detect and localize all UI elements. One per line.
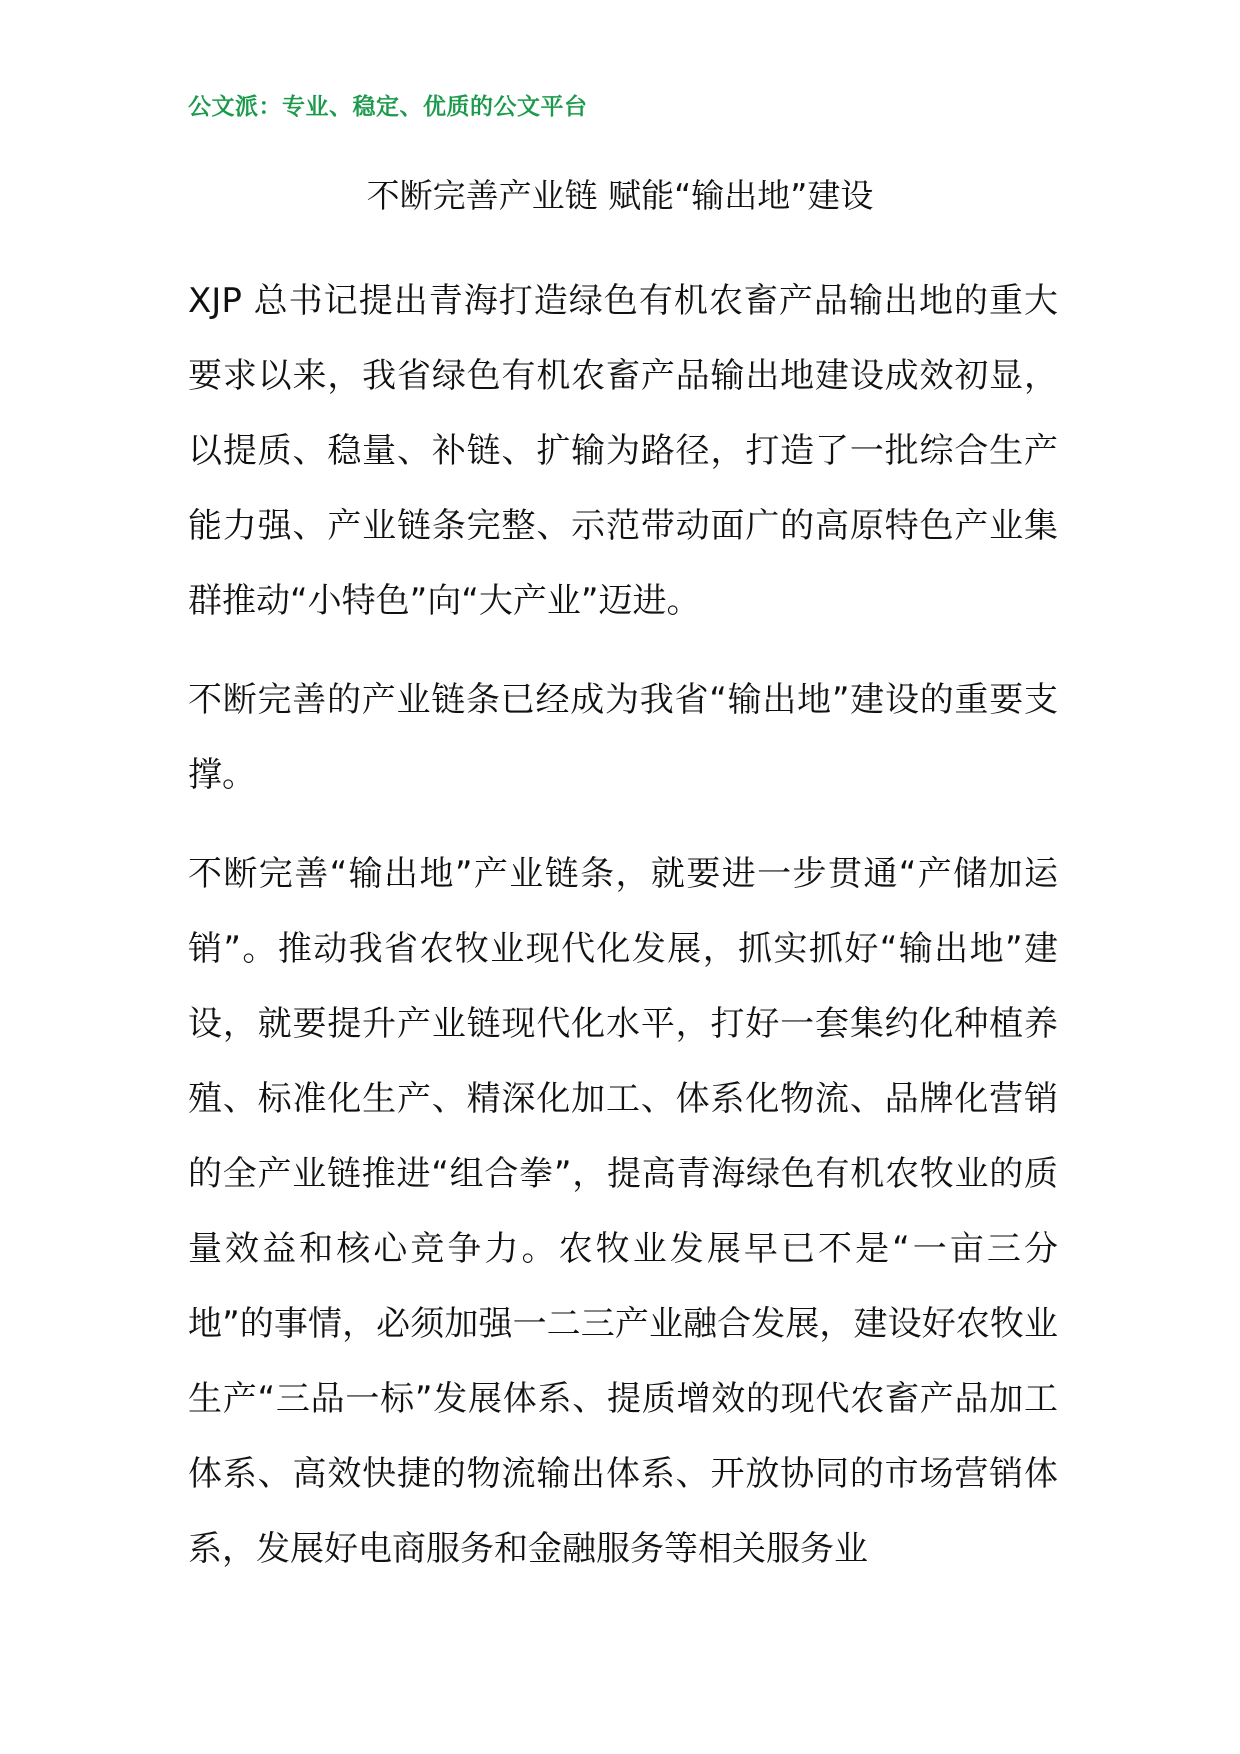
site-header: 公文派：专业、稳定、优质的公文平台 bbox=[188, 94, 588, 120]
paragraph-3: 不断完善“输出地”产业链条，就要进一步贯通“产储加运销”。推动我省农牧业现代化发展，抓实抓好“输出地”建设，就要提升产业链现代化水平，打好一套集约化种植养殖、标准化生产、精深化加工、体系化物流、品牌化营销的全产业链推进“组合拳”，提高青海绿色有机农牧业的质量效益和核心竞争力。农牧业发展早已不是“一亩三分地”的事情，必须加强一二三产业融合发展，建设好农牧业生产“三品一标”发展体系、提质增效的现代农畜产品加工体系、高效快捷的物流输出体系、开放协同的市场营销体系，发展好电商服务和金融服务等相关服务业 bbox=[188, 854, 1058, 1569]
paragraph-2: 不断完善的产业链条已经成为我省“输出地”建设的重要支撑。 bbox=[188, 680, 1058, 795]
document-body bbox=[188, 264, 1058, 1611]
document-title: 不断完善产业链 赋能“输出地”建设 bbox=[366, 176, 874, 215]
paragraph-1: XJP 总书记提出青海打造绿色有机农畜产品输出地的重大要求以来，我省绿色有机农畜产品输出地建设成效初显，以提质、稳量、补链、扩输为路径，打造了一批综合生产能力强、产业链条完整、示范带动面广的高原特色产业集群推动“小特色”向“大产业”迈进。 bbox=[188, 281, 1058, 621]
